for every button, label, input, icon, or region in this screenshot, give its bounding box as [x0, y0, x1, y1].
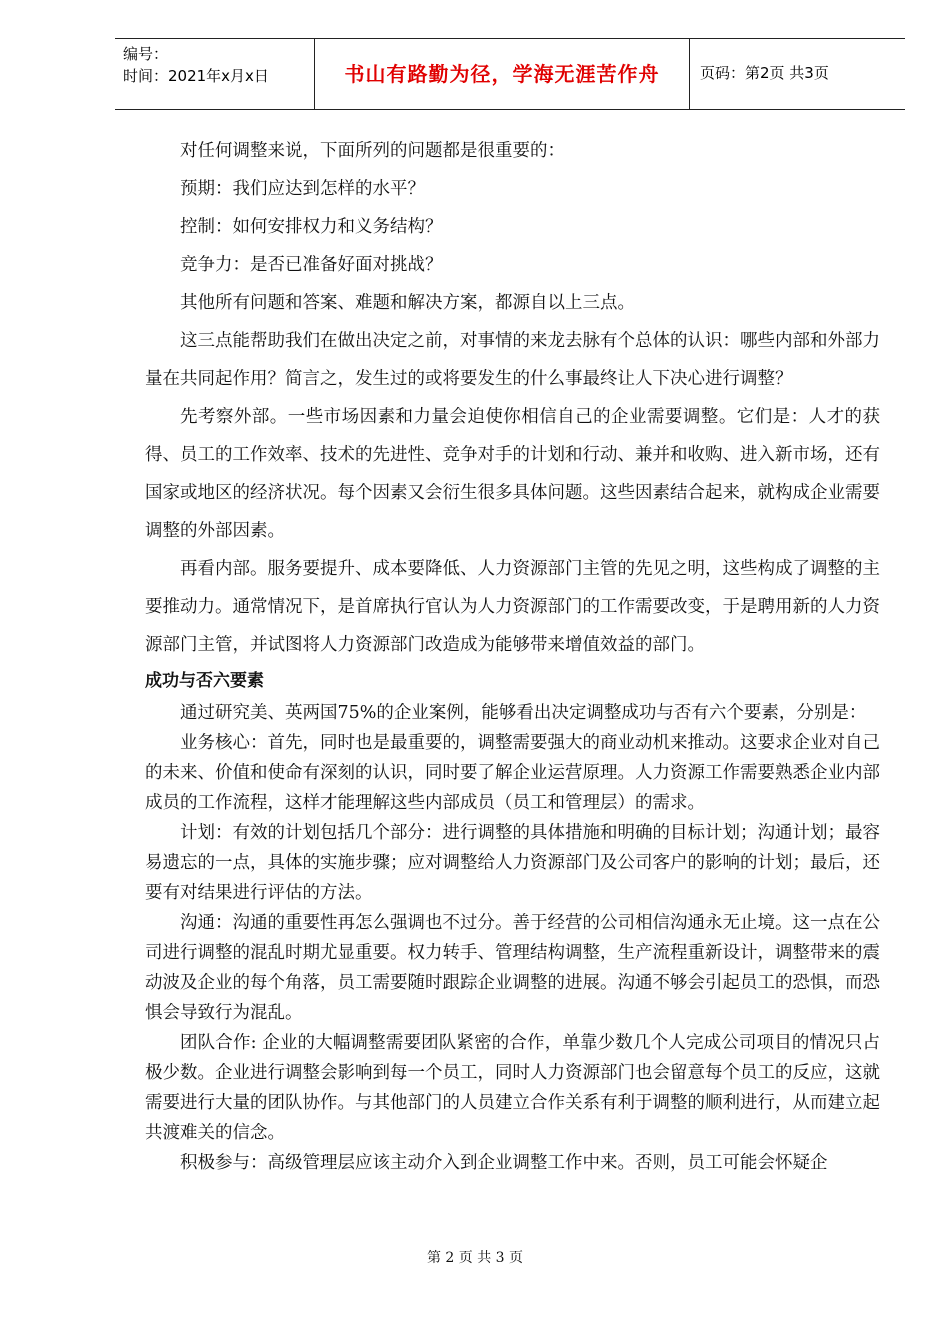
paragraph: 控制：如何安排权力和义务结构？ — [180, 217, 443, 237]
header-meta — [115, 39, 315, 109]
paragraph: 其他所有问题和答案、难题和解决方案，都源自以上三点。 — [180, 293, 635, 313]
paragraph: 通过研究美、英两国75%的企业案例，能够看出决定调整成功与否有六个要素，分别是： — [180, 703, 867, 723]
section-heading: 成功与否六要素 — [145, 671, 264, 691]
paragraph: 对任何调整来说，下面所列的问题都是很重要的： — [180, 141, 565, 161]
paragraph: 团队合作: 企业的大幅调整需要团队紧密的合作，单靠少数几个人完成公司项目的情况只占极少数。企业进行调整会影响到每一个员工，同时人力资源部门也会留意每个员工的反应，这就需要进行大量的团队协作。与其他部门的人员建立合作关系有利于调整的顺利进行，从而建立起共渡难关的信念。 — [145, 1033, 880, 1143]
paragraph: 计划：有效的计划包括几个部分：进行调整的具体措施和明确的目标计划；沟通计划；最容易遗忘的一点，具体的实施步骤；应对调整给人力资源部门及公司客户的影响的计划；最后，还要有对结果进行评估的方法。 — [145, 823, 880, 903]
page-footer: 第 2 页 共 3 页 — [426, 1250, 524, 1266]
document-body — [145, 132, 880, 1178]
header-page-label: 页码：第2页 共3页 — [700, 63, 829, 82]
paragraph: 预期：我们应达到怎样的水平？ — [180, 179, 425, 199]
paragraph: 沟通：沟通的重要性再怎么强调也不过分。善于经营的公司相信沟通永无止境。这一点在公司进行调整的混乱时期尤显重要。权力转手、管理结构调整，生产流程重新设计，调整带来的震动波及企业的每个角落，员工需要随时跟踪企业调整的进展。沟通不够会引起员工的恐惧，而恐惧会导致行为混乱。 — [145, 913, 880, 1023]
document-time-label: 时间：2021年x月x日 — [123, 67, 269, 85]
header-motto: 书山有路勤为径，学海无涯苦作舟 — [315, 39, 690, 109]
paragraph: 再看内部。服务要提升、成本要降低、人力资源部门主管的先见之明，这些构成了调整的主要推动力。通常情况下，是首席执行官认为人力资源部门的工作需要改变，于是聘用新的人力资源部门主管，并试图将人力资源部门改造成为能够带来增值效益的部门。 — [145, 559, 880, 655]
paragraph: 业务核心：首先，同时也是最重要的，调整需要强大的商业动机来推动。这要求企业对自己的未来、价值和使命有深刻的认识，同时要了解企业运营原理。人力资源工作需要熟悉企业内部成员的工作流程，这样才能理解这些内部成员（员工和管理层）的需求。 — [145, 733, 880, 813]
paragraph: 竞争力：是否已准备好面对挑战？ — [180, 255, 443, 275]
paragraph: 这三点能帮助我们在做出决定之前，对事情的来龙去脉有个总体的认识：哪些内部和外部力量在共同起作用？简言之，发生过的或将要发生的什么事最终让人下决心进行调整？ — [145, 331, 880, 389]
document-code-label: 编号： — [123, 45, 169, 63]
paragraph: 积极参与：高级管理层应该主动介入到企业调整工作中来。否则，员工可能会怀疑企 — [180, 1153, 828, 1173]
page-header — [115, 38, 905, 110]
paragraph: 先考察外部。一些市场因素和力量会迫使你相信自己的企业需要调整。它们是：人才的获得、员工的工作效率、技术的先进性、竞争对手的计划和行动、兼并和收购、进入新市场，还有国家或地区的经济状况。每个因素又会衍生很多具体问题。这些因素结合起来，就构成企业需要调整的外部因素。 — [145, 407, 880, 541]
